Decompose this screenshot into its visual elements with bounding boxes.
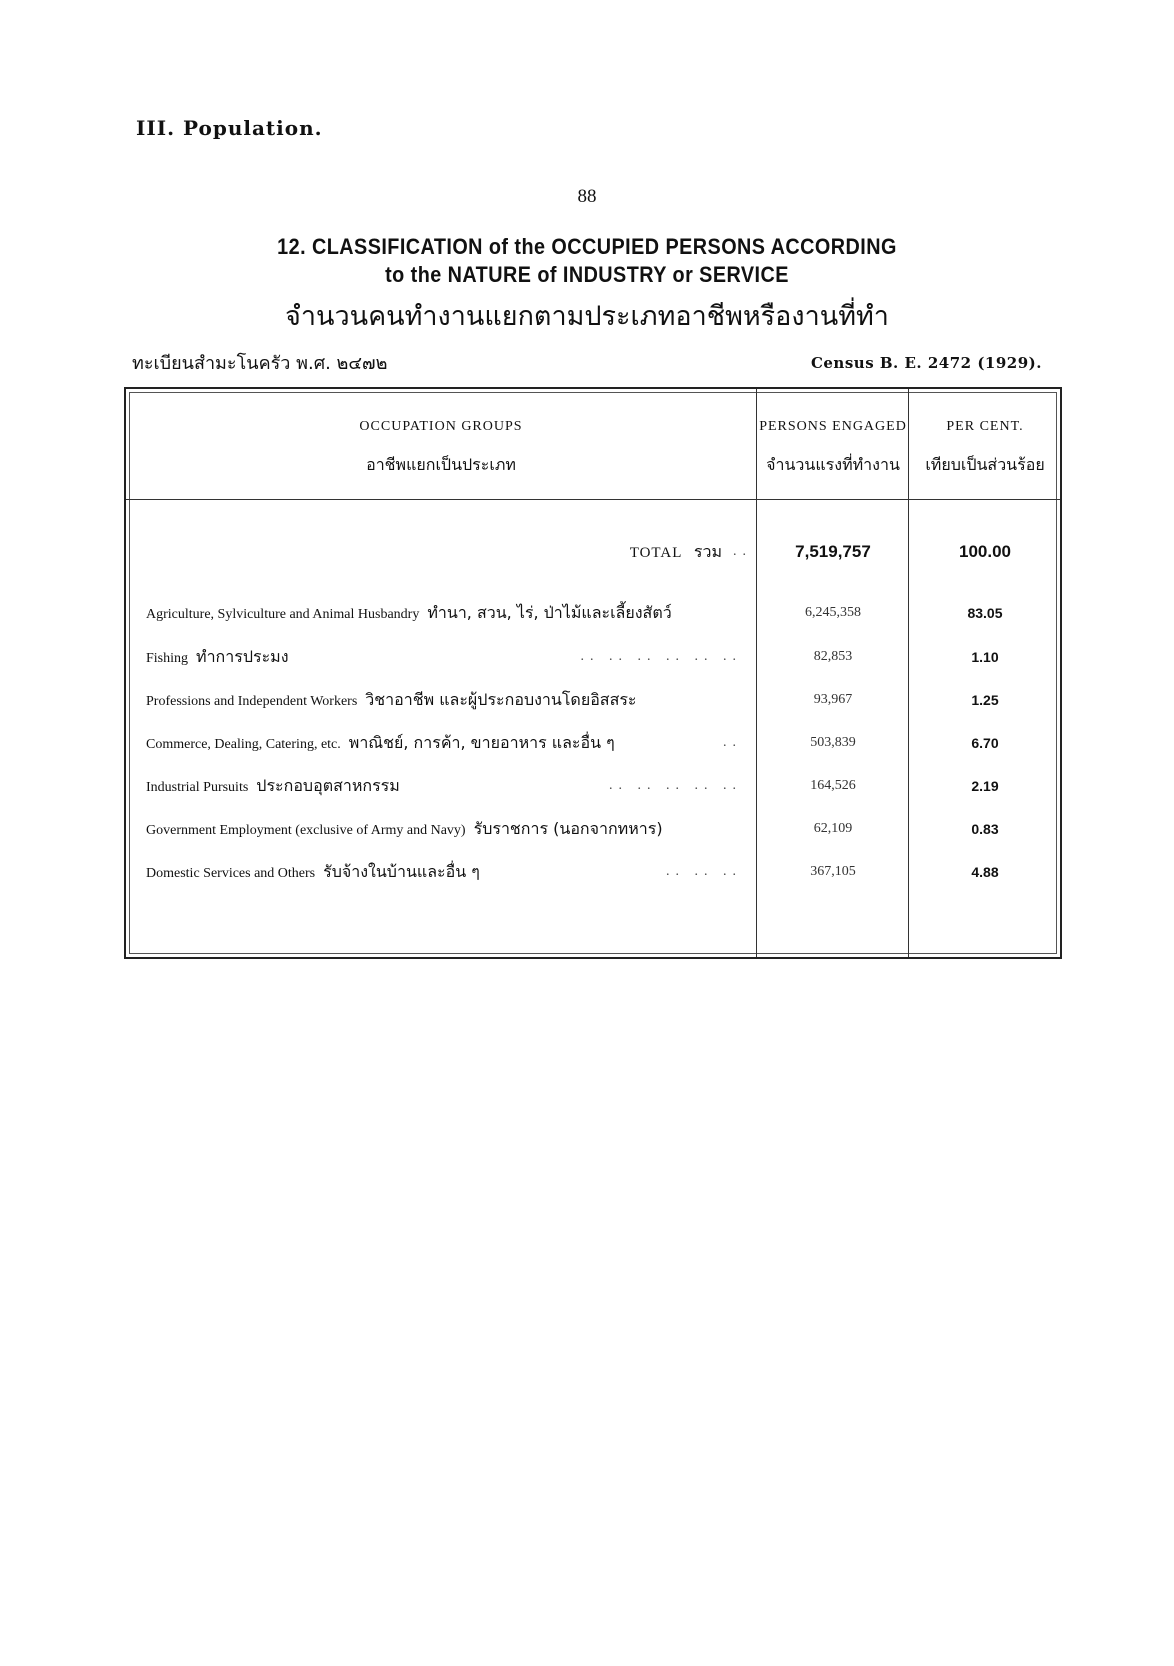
- header-per-cent: [910, 419, 1060, 478]
- row-label-thai: ทำการประมง: [196, 647, 289, 666]
- row-label: [146, 642, 742, 674]
- row-label-en: Agriculture, Sylviculture and Animal Husbandry: [146, 607, 420, 622]
- row-label-thai: พาณิชย์, การค้า, ขายอาหาร และอื่น ๆ: [348, 733, 615, 752]
- table-row: [126, 685, 1060, 715]
- row-persons: 367,105: [810, 864, 856, 879]
- thai-source-note: ทะเบียนสำมะโนครัว พ.ศ. ๒๔๗๒: [132, 353, 388, 374]
- total-row: [126, 537, 1060, 567]
- header-persons-engaged: [758, 419, 908, 478]
- row-label-thai: รับจ้างในบ้านและอื่น ๆ: [323, 862, 480, 881]
- total-label-en: TOTAL: [629, 545, 683, 561]
- title-block: [0, 234, 1174, 337]
- row-label: [146, 814, 742, 846]
- row-label-en: Domestic Services and Others: [146, 866, 316, 881]
- row-persons: 6,245,358: [805, 605, 861, 620]
- total-persons: 7,519,757: [795, 542, 871, 561]
- header-rule: [126, 499, 1060, 500]
- row-label: [146, 685, 742, 717]
- header-label-thai: เทียบเป็นส่วนร้อย: [925, 455, 1045, 474]
- row-percent: 6.70: [971, 735, 999, 751]
- table-row: [126, 728, 1060, 758]
- row-label: [146, 857, 742, 889]
- table-row: [126, 857, 1060, 887]
- row-persons: 82,853: [813, 649, 853, 664]
- row-persons: 503,839: [810, 735, 856, 750]
- leader-dots: .. .. .. .. ..: [609, 778, 742, 793]
- row-persons: 93,967: [813, 692, 853, 707]
- row-percent: 1.10: [971, 649, 999, 665]
- title-thai: จำนวนคนทำงานแยกตามประเภทอาชีพหรืองานที่ทำ: [285, 301, 889, 332]
- header-label-thai: จำนวนแรงที่ทำงาน: [766, 455, 900, 474]
- row-label: [146, 728, 742, 760]
- table-row: [126, 771, 1060, 801]
- header-label: PER CENT.: [946, 419, 1024, 434]
- row-persons: 62,109: [813, 821, 853, 836]
- row-percent: 2.19: [971, 778, 999, 794]
- leader-dots: ..: [723, 735, 742, 750]
- row-label-en: Government Employment (exclusive of Army and Navy): [146, 823, 466, 838]
- leader-dots: ..: [733, 544, 752, 559]
- row-label-thai: ประกอบอุตสาหกรรม: [256, 776, 400, 795]
- row-label: [146, 771, 742, 803]
- row-persons: 164,526: [810, 778, 856, 793]
- total-label-thai: รวม: [693, 542, 722, 561]
- row-percent: 83.05: [967, 605, 1003, 621]
- page-number: 88: [577, 186, 597, 207]
- leader-dots: .. .. ..: [666, 864, 742, 879]
- header-label: PERSONS ENGAGED: [759, 419, 907, 434]
- header-occupation-groups: [126, 419, 756, 478]
- row-label-en: Professions and Independent Workers: [146, 694, 358, 709]
- row-percent: 1.25: [971, 692, 999, 708]
- header-label-thai: อาชีพแยกเป็นประเภท: [366, 455, 516, 474]
- total-percent: 100.00: [959, 542, 1011, 561]
- occupation-table: [124, 387, 1062, 959]
- row-label-en: Fishing: [146, 651, 189, 666]
- row-label: [146, 598, 742, 630]
- row-percent: 4.88: [971, 864, 999, 880]
- table-row: [126, 814, 1060, 844]
- row-label-thai: ทำนา, สวน, ไร่, ป่าไม้และเลี้ยงสัตว์: [427, 603, 672, 622]
- table-row: [126, 642, 1060, 672]
- leader-dots: .. .. .. .. .. ..: [580, 649, 742, 664]
- total-label: [146, 537, 752, 569]
- row-label-en: Commerce, Dealing, Catering, etc.: [146, 737, 341, 752]
- header-label: OCCUPATION GROUPS: [359, 419, 523, 434]
- row-label-thai: วิชาอาชีพ และผู้ประกอบงานโดยอิสสระ: [365, 690, 637, 709]
- row-label-thai: รับราชการ (นอกจากทหาร): [473, 819, 663, 838]
- row-percent: 0.83: [971, 821, 999, 837]
- row-label-en: Industrial Pursuits: [146, 780, 249, 795]
- title-line-2: to the NATURE of INDUSTRY or SERVICE: [385, 262, 789, 287]
- census-note: Census B. E. 2472 (1929).: [810, 354, 1042, 372]
- title-line-1: 12. CLASSIFICATION of the OCCUPIED PERSONS ACCORDING: [277, 234, 897, 259]
- table-row: [126, 598, 1060, 628]
- section-heading: III. Population.: [136, 116, 323, 140]
